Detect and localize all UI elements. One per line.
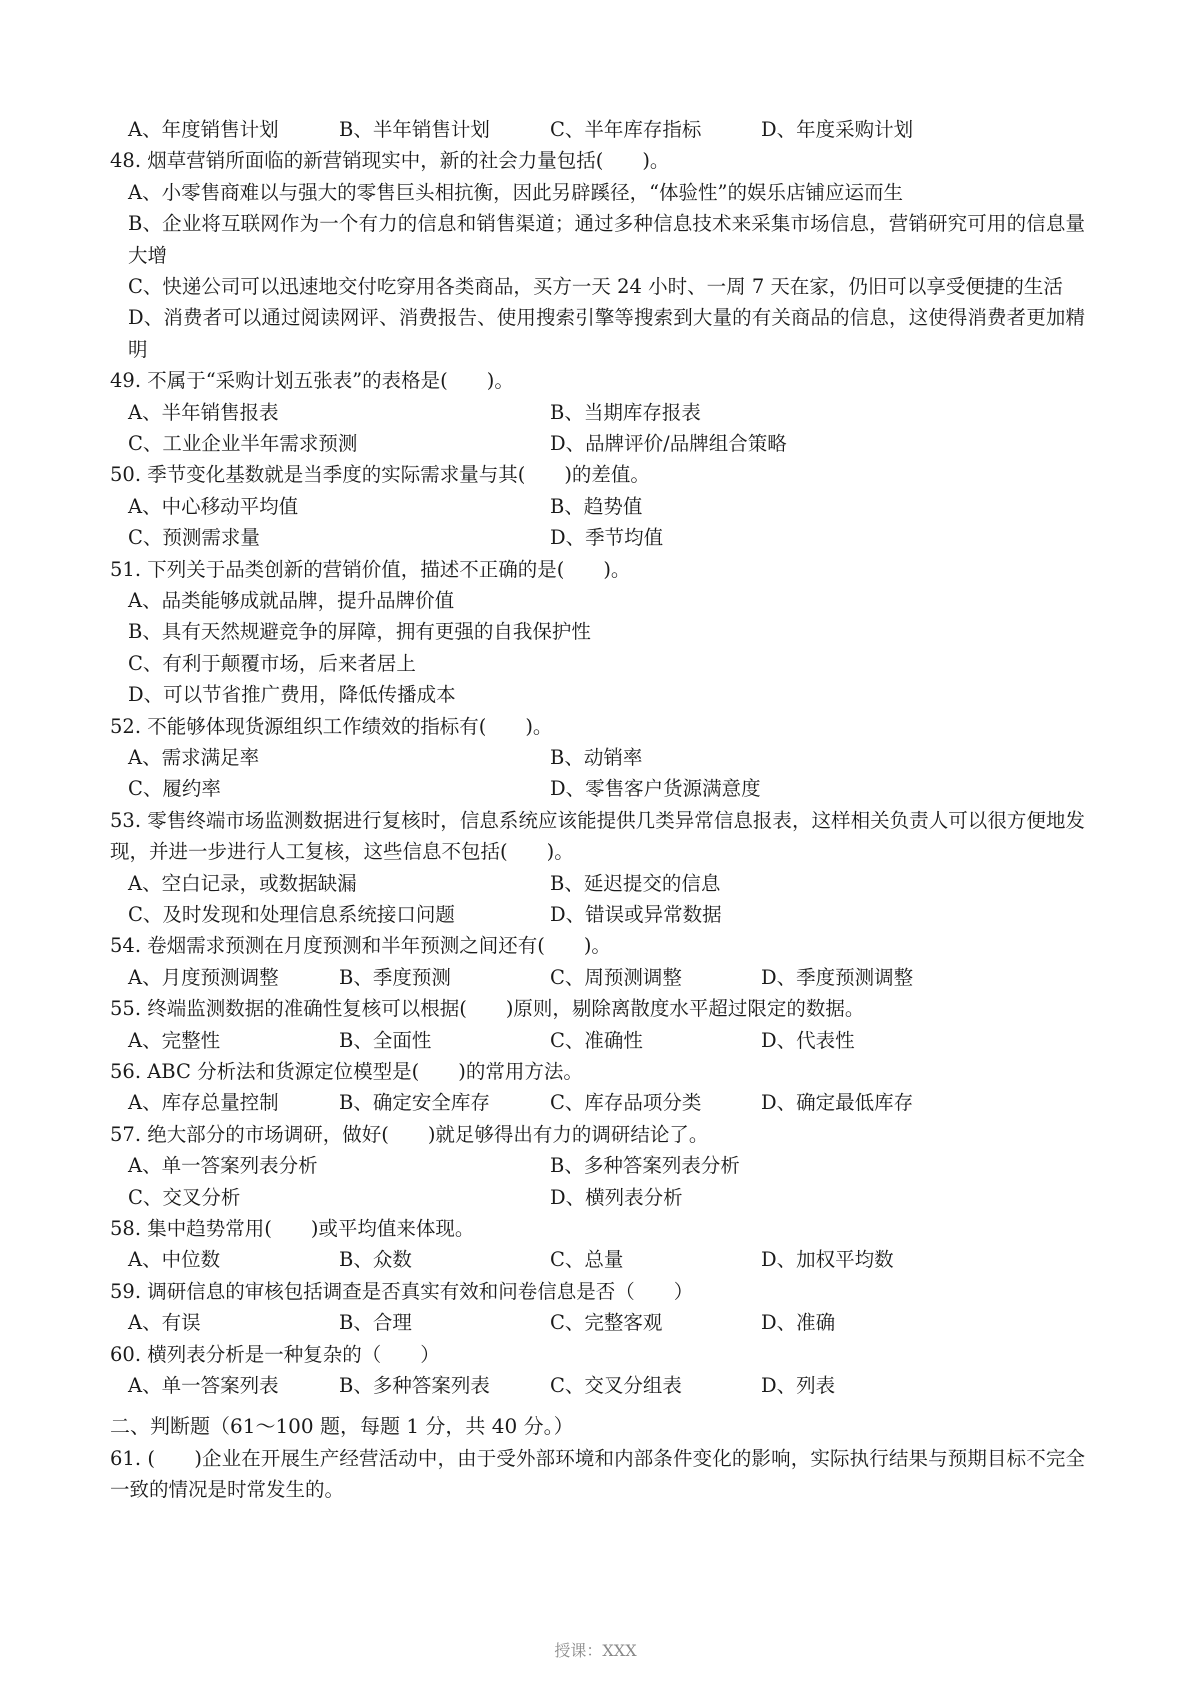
q52-options-row2 [110, 773, 1085, 804]
q48-option-c: C、快递公司可以迅速地交付吃穿用各类商品，买方一天 24 小时、一周 7 天在家，仍旧可以享受便捷的生活 [128, 275, 1063, 299]
option-a: A、中心移动平均值 [128, 494, 299, 518]
option-a: A、单一答案列表 [128, 1374, 279, 1397]
option-c: C、工业企业半年需求预测 [128, 432, 358, 456]
option-b: B、季度预测 [339, 965, 451, 989]
option-d: D、品牌评价/品牌组合策略 [550, 432, 787, 456]
q54-stem: 54. 卷烟需求预测在月度预测和半年预测之间还有( )。 [110, 934, 611, 958]
option-d: D、横列表分析 [550, 1185, 683, 1209]
option-d: D、准确 [761, 1311, 836, 1335]
q55-options [110, 1025, 1085, 1056]
q52-stem: 52. 不能够体现货源组织工作绩效的指标有( )。 [110, 714, 553, 738]
q57-options-row1 [110, 1150, 1085, 1181]
option-c: C、预测需求量 [128, 526, 260, 550]
q51-option-b: B、具有天然规避竞争的屏障，拥有更强的自我保护性 [128, 620, 591, 644]
q60-options [110, 1370, 1085, 1401]
option-c: C、库存品项分类 [550, 1091, 702, 1115]
option-c: C、周预测调整 [550, 965, 682, 989]
option-b: B、半年销售计划 [339, 118, 490, 141]
option-a: A、年度销售计划 [128, 118, 279, 141]
q50-options-row2 [110, 522, 1085, 553]
option-c: C、及时发现和处理信息系统接口问题 [128, 903, 455, 927]
q59-options [110, 1307, 1085, 1338]
q51-option-d: D、可以节省推广费用，降低传播成本 [128, 683, 456, 707]
q50-options-row1 [110, 491, 1085, 522]
option-b: B、趋势值 [550, 494, 643, 518]
option-c: C、总量 [550, 1248, 624, 1272]
q58-options [110, 1244, 1085, 1275]
q56-options [110, 1087, 1085, 1118]
option-d: D、列表 [761, 1374, 836, 1397]
option-b: B、延迟提交的信息 [550, 871, 721, 895]
option-d: D、年度采购计划 [761, 118, 914, 141]
option-b: B、多种答案列表分析 [550, 1154, 740, 1178]
option-b: B、动销率 [550, 745, 643, 769]
q51-stem: 51. 下列关于品类创新的营销价值，描述不正确的是( )。 [110, 557, 631, 581]
q53-options-row2 [110, 899, 1085, 930]
q53-stem: 53. 零售终端市场监测数据进行复核时，信息系统应该能提供几类异常信息报表，这样相关负责人可以很方便地发现，并进一步进行人工复核，这些信息不包括( )。 [110, 808, 1085, 864]
option-a: A、月度预测调整 [128, 965, 279, 989]
q49-options-row2 [110, 428, 1085, 459]
option-b: B、全面性 [339, 1028, 432, 1052]
q53-options-row1 [110, 868, 1085, 899]
option-d: D、季度预测调整 [761, 965, 914, 989]
q54-options [110, 962, 1085, 993]
option-a: A、中位数 [128, 1248, 221, 1272]
option-d: D、确定最低库存 [761, 1091, 914, 1115]
option-d: D、零售客户货源满意度 [550, 777, 761, 801]
option-a: A、完整性 [128, 1028, 221, 1052]
option-b: B、确定安全库存 [339, 1091, 490, 1115]
q57-stem: 57. 绝大部分的市场调研，做好( )就足够得出有力的调研结论了。 [110, 1122, 709, 1146]
q51-option-c: C、有利于颠覆市场，后来者居上 [128, 651, 416, 675]
q48-stem: 48. 烟草营销所面临的新营销现实中，新的社会力量包括( )。 [110, 149, 670, 173]
q57-options-row2 [110, 1182, 1085, 1213]
option-a: A、库存总量控制 [128, 1091, 279, 1115]
q51-option-a: A、品类能够成就品牌，提升品牌价值 [128, 589, 455, 613]
q55-stem: 55. 终端监测数据的准确性复核可以根据( )原则，剔除离散度水平超过限定的数据。 [110, 997, 865, 1021]
q50-stem: 50. 季节变化基数就是当季度的实际需求量与其( )的差值。 [110, 463, 650, 487]
q47-options [110, 114, 1085, 145]
option-b: B、合理 [339, 1311, 412, 1335]
option-a: A、单一答案列表分析 [128, 1154, 318, 1178]
option-a: A、有误 [128, 1311, 201, 1335]
option-c: C、交叉分析 [128, 1185, 241, 1209]
option-c: C、履约率 [128, 777, 221, 801]
q52-options-row1 [110, 742, 1085, 773]
section-title: 二、判断题（61～100 题，每题 1 分，共 40 分。） [110, 1414, 574, 1439]
option-c: C、半年库存指标 [550, 118, 702, 141]
option-b: B、众数 [339, 1248, 412, 1272]
option-a: A、半年销售报表 [128, 400, 279, 424]
option-d: D、加权平均数 [761, 1248, 894, 1272]
q48-option-b: B、企业将互联网作为一个有力的信息和销售渠道；通过多种信息技术来采集市场信息，营销研究可用的信息量大增 [128, 212, 1085, 267]
q48-option-a: A、小零售商难以与强大的零售巨头相抗衡，因此另辟蹊径，“体验性”的娱乐店铺应运而生 [128, 180, 904, 204]
q61-stem: 61. ( )企业在开展生产经营活动中，由于受外部环境和内部条件变化的影响，实际执行结果与预期目标不完全一致的情况是时常发生的。 [110, 1446, 1085, 1502]
option-d: D、季节均值 [550, 526, 664, 550]
option-c: C、完整客观 [550, 1311, 663, 1335]
q49-stem: 49. 不属于“采购计划五张表”的表格是( )。 [110, 369, 514, 393]
option-b: B、当期库存报表 [550, 400, 701, 424]
q59-stem: 59. 调研信息的审核包括调查是否真实有效和问卷信息是否（ ） [110, 1279, 694, 1303]
page-footer: 授课：XXX [554, 1641, 637, 1660]
option-c: C、交叉分组表 [550, 1374, 682, 1397]
q49-options-row1 [110, 397, 1085, 428]
option-a: A、空白记录，或数据缺漏 [128, 871, 357, 895]
option-b: B、多种答案列表 [339, 1374, 490, 1397]
option-a: A、需求满足率 [128, 745, 260, 769]
q48-option-d: D、消费者可以通过阅读网评、消费报告、使用搜索引擎等搜索到大量的有关商品的信息，这使得消费者更加精明 [128, 306, 1085, 361]
option-d: D、代表性 [761, 1028, 855, 1052]
option-c: C、准确性 [550, 1028, 643, 1052]
q56-stem: 56. ABC 分析法和货源定位模型是( )的常用方法。 [110, 1060, 583, 1084]
q60-stem: 60. 横列表分析是一种复杂的（ ） [110, 1342, 440, 1366]
q58-stem: 58. 集中趋势常用( )或平均值来体现。 [110, 1217, 475, 1241]
exam-content [110, 114, 1085, 1506]
option-d: D、错误或异常数据 [550, 903, 722, 927]
